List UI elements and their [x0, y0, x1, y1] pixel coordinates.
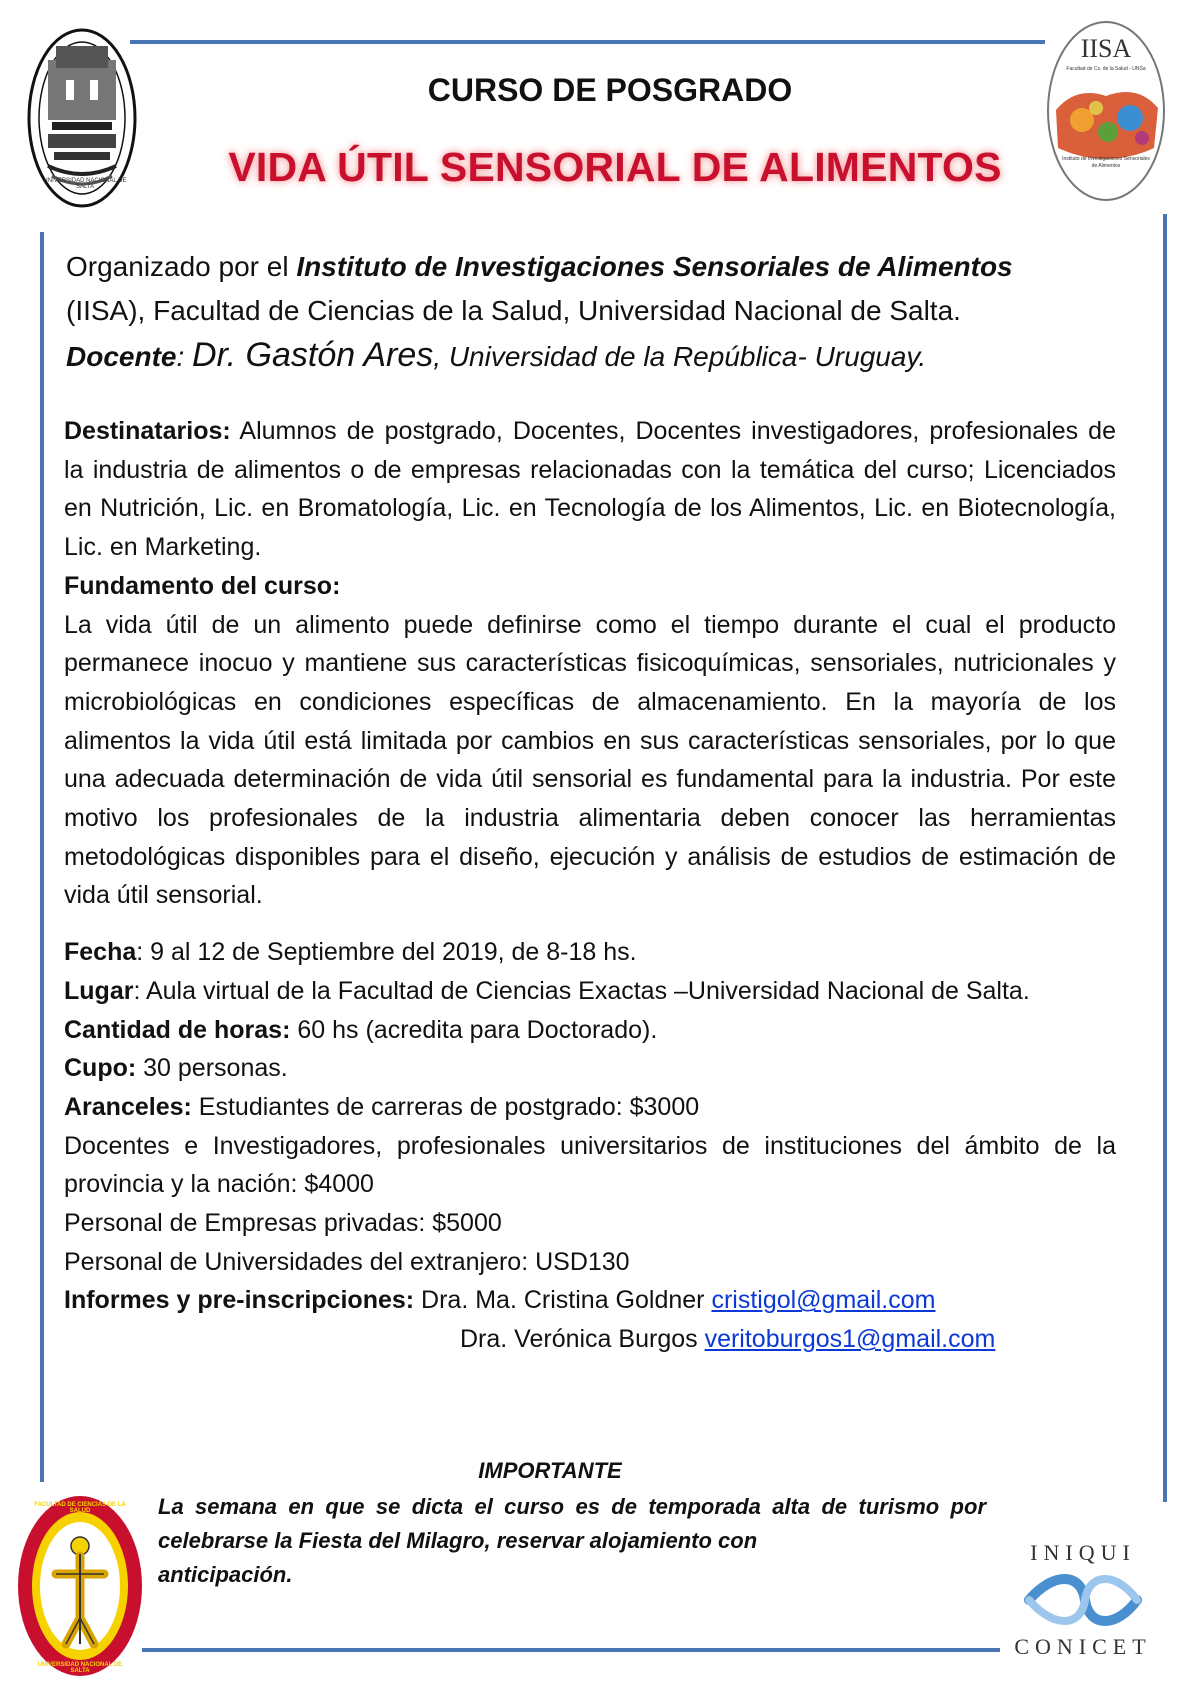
informes-line — [64, 1281, 1116, 1320]
conicet-wave-icon — [1023, 1570, 1143, 1630]
contact2-name: Dra. Verónica Burgos — [460, 1325, 705, 1354]
destinatarios-paragraph — [64, 412, 1116, 567]
lugar-text: : Aula virtual de la Facultad de Ciencias Exactas –Universidad Nacional de Salta. — [133, 976, 1030, 1005]
fcs-seal-text-top: FACULTAD DE CIENCIAS DE LA SALUD — [34, 1502, 126, 1514]
fecha-line — [64, 933, 1116, 972]
cupo-label: Cupo: — [64, 1054, 137, 1083]
horas-text: 60 hs (acredita para Doctorado). — [290, 1015, 658, 1044]
iniqui-conicet-logo — [1008, 1540, 1158, 1660]
fecha-label: Fecha — [64, 938, 137, 967]
iisa-logo — [1046, 20, 1166, 202]
organizer-rest: (IISA), Facultad de Ciencias de la Salud, Universidad Nacional de Salta. — [66, 295, 961, 326]
iniqui-label: INIQUI — [1030, 1540, 1136, 1565]
organizer-prefix: Organizado por el — [66, 251, 297, 282]
course-details — [64, 412, 1116, 1359]
docente-line — [66, 333, 1146, 379]
importante-text — [158, 1490, 986, 1592]
organizer-line — [66, 245, 1146, 289]
arancel-extranjero: Personal de Universidades del extranjero: USD130 — [64, 1247, 630, 1276]
conicet-label: CONICET — [1014, 1634, 1152, 1659]
iisa-logo-subtitle: Facultad de Cs. de la Salud - UNSa — [1066, 66, 1146, 72]
arancel-empresas: Personal de Empresas privadas: $5000 — [64, 1209, 502, 1238]
docente-sep: : — [176, 341, 193, 372]
fundamento-label: Fundamento del curso: — [64, 571, 341, 600]
docente-name: Dr. Gastón Ares — [192, 336, 434, 374]
frame-bottom-line — [142, 1648, 1000, 1652]
iisa-logo-label: IISA — [1080, 34, 1132, 63]
fecha-text: : 9 al 12 de Septiembre del 2019, de 8-18 hs. — [136, 938, 637, 967]
aranceles-label: Aranceles: — [64, 1092, 192, 1121]
cupo-line — [64, 1049, 1116, 1088]
course-title: VIDA ÚTIL SENSORIAL DE ALIMENTOS — [228, 144, 1002, 190]
importante-text-main: La semana en que se dicta el curso es de temporada alta de turismo por celebrarse la Fiesta del Milagro, reservar alojamiento con — [158, 1494, 986, 1553]
docente-label: Docente — [66, 341, 177, 372]
cupo-text: 30 personas. — [136, 1054, 288, 1083]
unsa-seal-text: UNIVERSIDAD NACIONAL DE SALTA — [43, 178, 127, 190]
frame-top-line — [130, 40, 1045, 44]
destinatarios-label: Destinatarios: — [64, 417, 231, 445]
aranceles-text: Estudiantes de carreras de postgrado: $3000 — [191, 1092, 700, 1121]
destinatarios-text: Alumnos de postgrado, Docentes, Docentes investigadores, profesionales de la industria de alimentos o de empresas relacionadas con la temática del curso; Licenciados en Nutrición, Lic. en Bromatología, Lic. en Tecnología de los Alimentos, Lic. en Biotecnología, Lic. en Marketing. — [64, 417, 1116, 562]
horas-label: Cantidad de horas: — [64, 1015, 291, 1044]
horas-line — [64, 1011, 1116, 1050]
frame-right-line — [1163, 214, 1167, 1502]
importante-heading: IMPORTANTE — [478, 1458, 622, 1483]
institute-name: Instituto de Investigaciones Sensoriales de Alimentos — [296, 251, 1013, 282]
course-kicker: CURSO DE POSGRADO — [427, 72, 793, 108]
arancel-docentes: Docentes e Investigadores, profesionales universitarios de instituciones del ámbito de la provincia y la nación: $4000 — [64, 1131, 1116, 1199]
intro-block — [66, 245, 1146, 379]
importante-text-end: anticipación. — [158, 1562, 293, 1587]
fcs-seal-text-bottom: UNIVERSIDAD NACIONAL DE SALTA — [37, 1662, 123, 1674]
frame-left-line — [40, 232, 44, 1482]
aranceles-line — [64, 1088, 1116, 1127]
contact1-email-link[interactable]: cristigol@gmail.com — [711, 1286, 936, 1315]
informes-label: Informes y pre-inscripciones: — [64, 1286, 415, 1315]
contact2-email-link[interactable]: veritoburgos1@gmail.com — [704, 1325, 996, 1354]
lugar-line — [64, 972, 1116, 1011]
fundamento-text: La vida útil de un alimento puede definirse como el tiempo durante el cual el producto permanece inocuo y mantiene sus características fisicoquímicas, sensoriales, nutricionales y microbiológicas en condiciones específicas de almacenamiento. En la mayoría de los alimentos la vida útil está limitada por cambios en sus características sensoriales, por lo que una adecuada determinación de vida útil sensorial es fundamental para la industria. Por este motivo los profesionales de la industria alimentaria deben conocer las herramientas metodológicas disponibles para el diseño, ejecución y análisis de estudios de estimación de vida útil sensorial. — [64, 610, 1116, 910]
lugar-label: Lugar — [64, 976, 134, 1005]
fcs-seal-logo — [16, 1494, 144, 1678]
contact2-line — [64, 1320, 1116, 1359]
docente-affiliation: , Universidad de la República- Uruguay. — [433, 341, 927, 372]
iisa-logo-inner-text: Instituto de Investigaciones Sensoriales de Alimentos — [1062, 156, 1150, 169]
contact1-name: Dra. Ma. Cristina Goldner — [414, 1286, 712, 1315]
